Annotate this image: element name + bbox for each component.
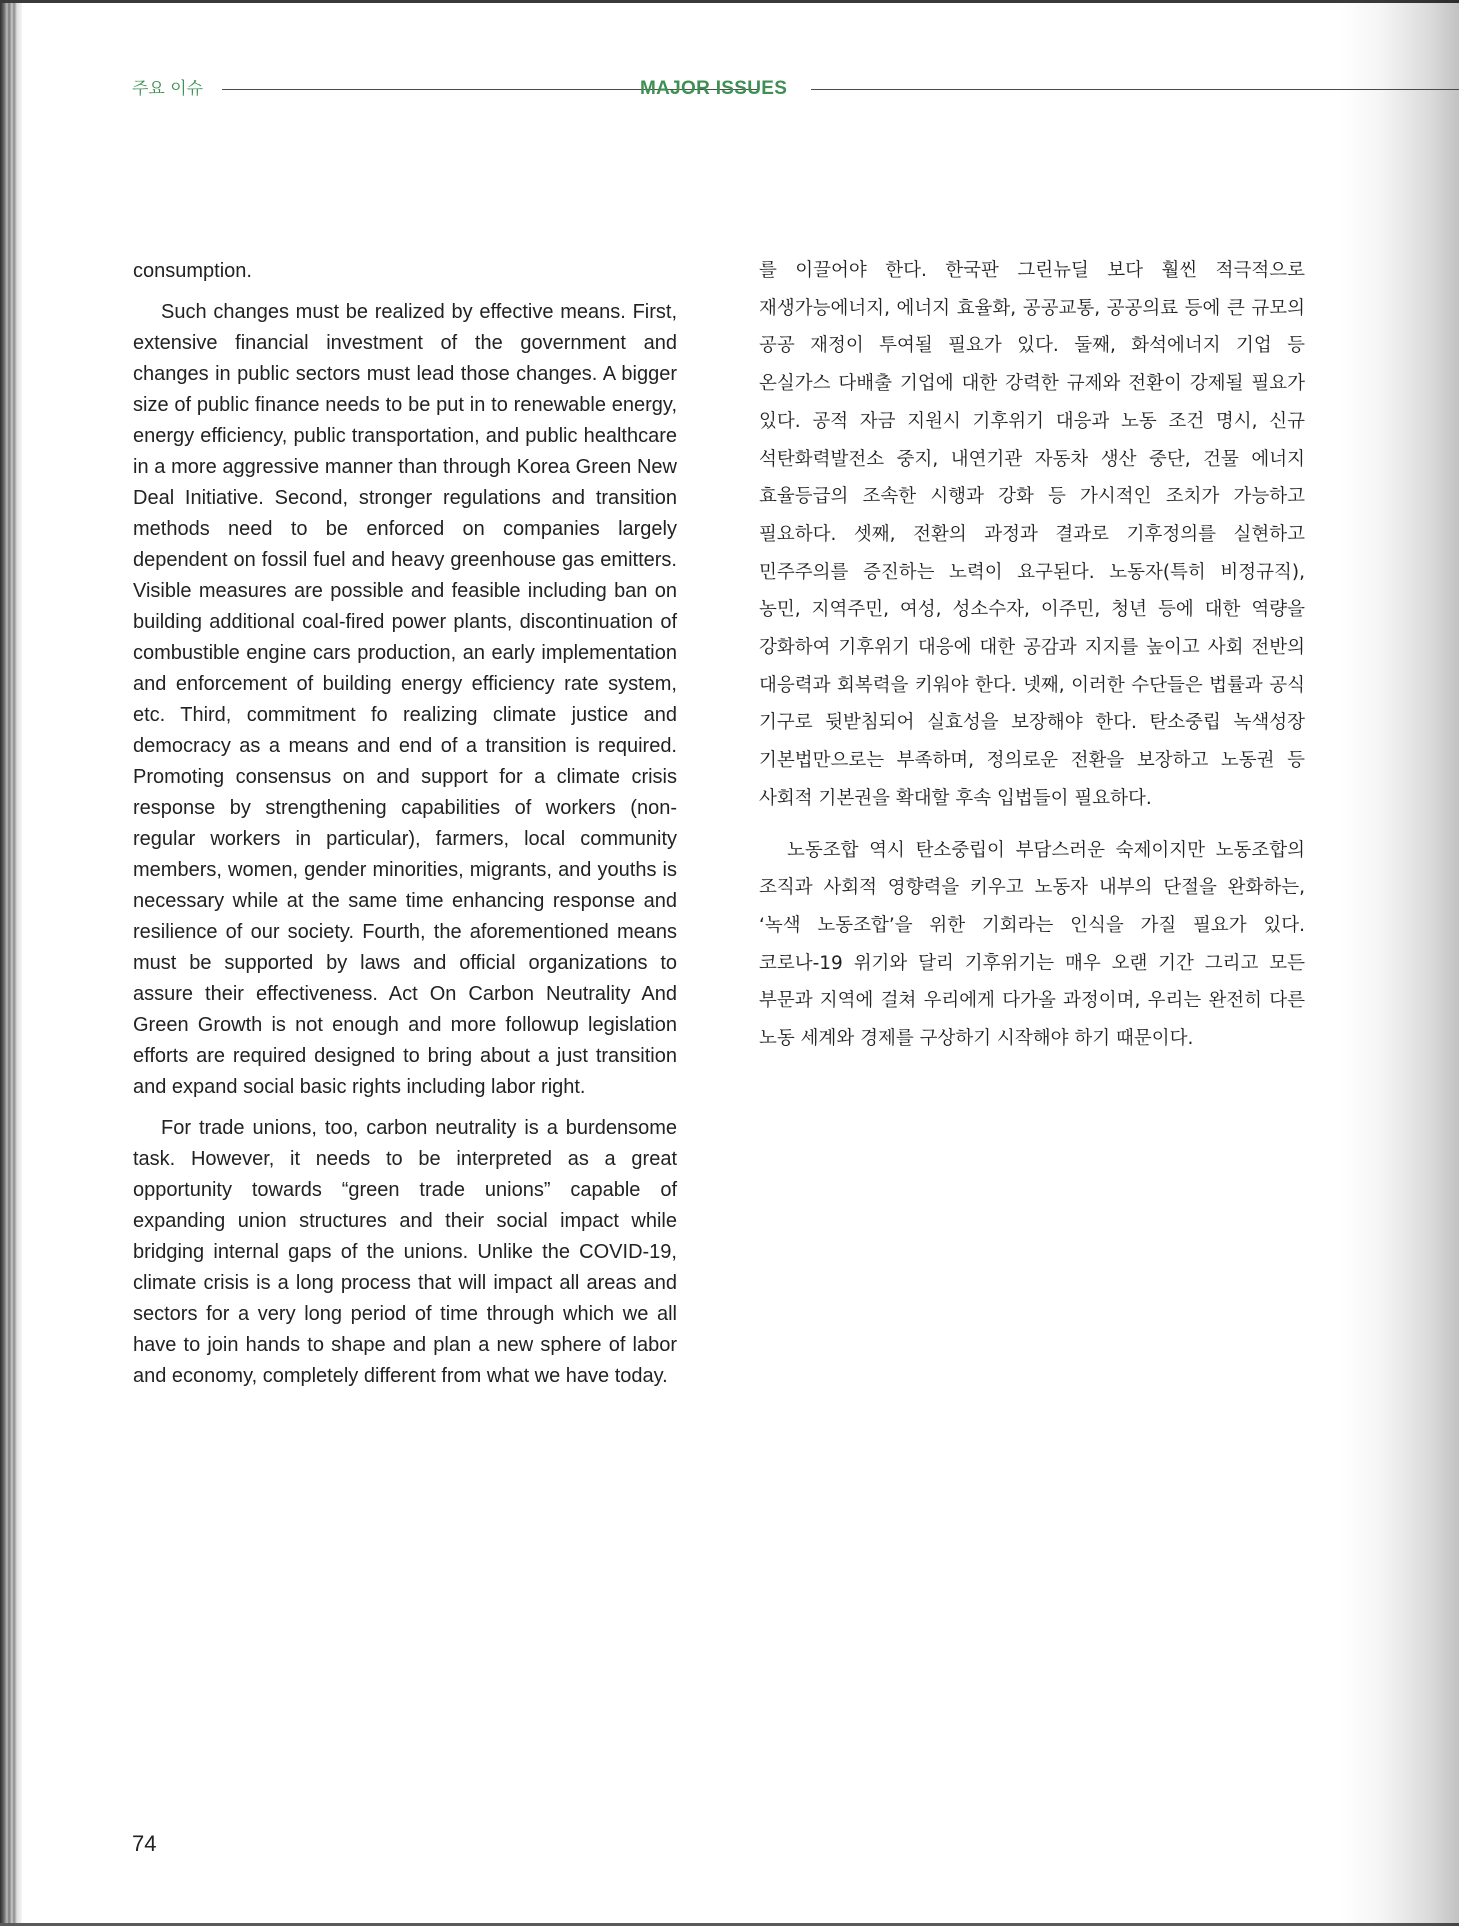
header-rule-right xyxy=(811,89,1459,90)
english-paragraph: For trade unions, too, carbon neutrality is a burdensome task. However, it needs to be interpreted as a great opportunity towards “green trade unions” capable of expanding union structures and their social impact while bridging internal gaps of the unions. Unlike the COVID-19, climate crisis is a long process that will impact all areas and sectors for a very long period of time through which we all have to join hands to shape and plan a new sphere of labor and economy, completely different from what we have today. xyxy=(133,1117,677,1387)
running-header xyxy=(132,78,1459,102)
page-binding-edge xyxy=(0,0,22,1926)
english-paragraph: consumption. xyxy=(133,260,252,282)
korean-paragraph: 를 이끌어야 한다. 한국판 그린뉴딜 보다 훨씬 적극적으로 재생가능에너지, 에너지 효율화, 공공교통, 공공의료 등에 큰 규모의 공공 재정이 투여될 필요가 있다. 둘째, 화석에너지 기업 등 온실가스 다배출 기업에 대한 강력한 규제와 전환이 강제될 필요가 있다. 공적 자금 지원시 기후위기 대응과 노동 조건 명시, 신규 석탄화력발전소 중지, 내연기관 자동차 생산 중단, 건물 에너지 효율등급의 조속한 시행과 강화 등 가시적인 조치가 가능하고 필요하다. 셋째, 전환의 과정과 결과로 기후정의를 실현하고 민주주의를 증진하는 노력이 요구된다. 노동자(특히 비정규직), 농민, 지역주민, 여성, 성소수자, 이주민, 청년 등에 대한 역량을 강화하여 기후위기 대응에 대한 공감과 지지를 높이고 사회 전반의 대응력과 회복력을 키워야 한다. 넷째, 이러한 수단들은 법률과 공식 기구로 뒷받침되어 실효성을 보장해야 한다. 탄소중립 녹색성장 기본법만으로는 부족하며, 정의로운 전환을 보장하고 노동권 등 사회적 기본권을 확대할 후속 입법들이 필요하다. xyxy=(759,260,1305,809)
page-gutter-shadow xyxy=(1339,0,1459,1926)
section-title-english: MAJOR ISSUES xyxy=(640,78,788,99)
page-top-edge xyxy=(0,0,1459,3)
page-number: 74 xyxy=(132,1831,157,1856)
korean-paragraph: 노동조합 역시 탄소중립이 부담스러운 숙제이지만 노동조합의 조직과 사회적 영향력을 키우고 노동자 내부의 단절을 완화하는, ‘녹색 노동조합’을 위한 기회라는 인식을 가질 필요가 있다. 코로나-19 위기와 달리 기후위기는 매우 오랜 기간 그리고 모든 부문과 지역에 걸쳐 우리에게 다가올 과정이며, 우리는 완전히 다른 노동 세계와 경제를 구상하기 시작해야 하기 때문이다. xyxy=(759,839,1305,1050)
section-title-korean: 주요 이슈 xyxy=(132,79,204,99)
korean-text-column xyxy=(759,252,1305,1072)
english-text-column xyxy=(133,256,677,1402)
english-paragraph: Such changes must be realized by effective means. First, extensive financial investment of the government and changes in public sectors must lead those changes. A bigger size of public finance needs to be put in to renewable energy, energy efficiency, public transportation, and public healthcare in a more aggressive manner than through Korea Green New Deal Initiative. Second, stronger regulations and transition methods need to be enforced on companies largely dependent on fossil fuel and heavy greenhouse gas emitters. Visible measures are possible and feasible including ban on building additional coal-fired power plants, discontinuation of combustible engine cars production, an early implementation and enforcement of building energy efficiency rate system, etc. Third, commitment fo realizing climate justice and democracy as a means and end of a transition is required. Promoting consensus on and support for a climate crisis response by strengthening capabilities of workers (non-regular workers in particular), farmers, local community members, women, gender minorities, migrants, and youths is necessary while at the same time enhancing response and resilience of our society. Fourth, the aforementioned means must be supported by laws and official organizations to assure their effectiveness. Act On Carbon Neutrality And Green Growth is not enough and more followup legislation efforts are required designed to bring about a just transition and expand social basic rights including labor right. xyxy=(133,301,677,1098)
